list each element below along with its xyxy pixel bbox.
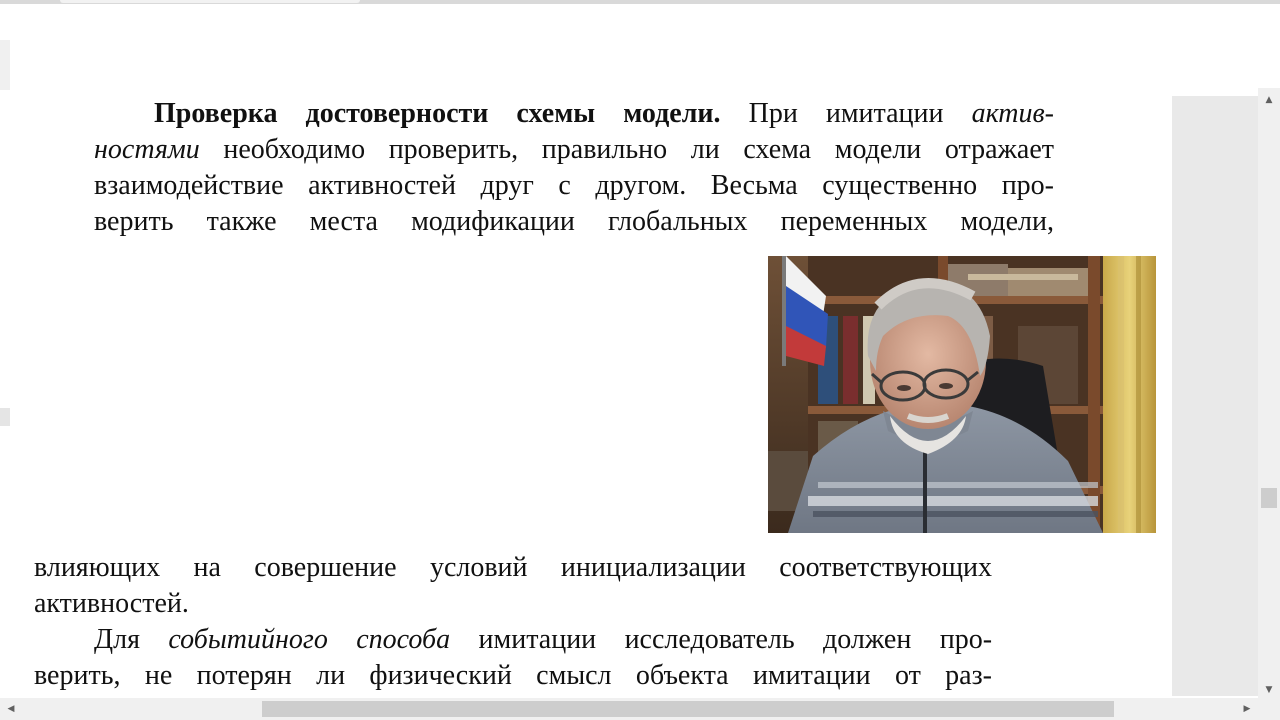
text-span: При имитации: [720, 98, 972, 129]
scroll-down-icon[interactable]: ▼: [1265, 685, 1273, 695]
left-margin-top: [0, 40, 10, 90]
italic-term: актив-: [971, 98, 1054, 129]
italic-term: событийного способа: [168, 624, 451, 655]
webcam-picture: [768, 256, 1156, 533]
text-line: верить, не потерян ли физический смысл объекта имитации от раз-: [34, 660, 992, 691]
horizontal-scroll-thumb[interactable]: [262, 701, 1114, 717]
scroll-left-icon[interactable]: ◀: [7, 704, 15, 714]
section-heading: Проверка достоверности схемы модели.: [154, 98, 721, 129]
text-line: [94, 132, 1054, 168]
text-span: Для: [94, 624, 169, 655]
text-span: имитации исследователь должен про-: [450, 624, 993, 655]
left-margin-tab: [0, 408, 10, 426]
tab-edge: [60, 0, 360, 3]
horizontal-scrollbar[interactable]: [0, 698, 1258, 720]
page-margin-gray: [1172, 96, 1258, 696]
webcam-video[interactable]: [768, 256, 1156, 533]
scroll-right-icon[interactable]: ▶: [1243, 704, 1251, 714]
text-line: активностей.: [34, 588, 189, 619]
vertical-scrollbar[interactable]: [1258, 88, 1280, 698]
vertical-scroll-thumb[interactable]: [1261, 488, 1277, 508]
italic-term: ностями: [94, 134, 200, 165]
text-line: влияющих на совершение условий инициализации соответствующих: [34, 552, 992, 583]
scrollbar-corner: [1258, 698, 1280, 720]
text-line: взаимодействие активностей друг с другом. Весьма существенно про-: [94, 170, 1054, 201]
paragraph-verification: [94, 96, 1054, 240]
text-line: [94, 96, 1054, 132]
scroll-up-icon[interactable]: ▲: [1265, 95, 1273, 105]
text-line: верить также места модификации глобальных переменных модели,: [94, 206, 1054, 237]
paragraph-event-method: [34, 622, 992, 694]
text-line: [34, 622, 992, 658]
paragraph-continued: [34, 550, 992, 622]
text-span: необходимо проверить, правильно ли схема модели отражает: [199, 134, 1054, 165]
